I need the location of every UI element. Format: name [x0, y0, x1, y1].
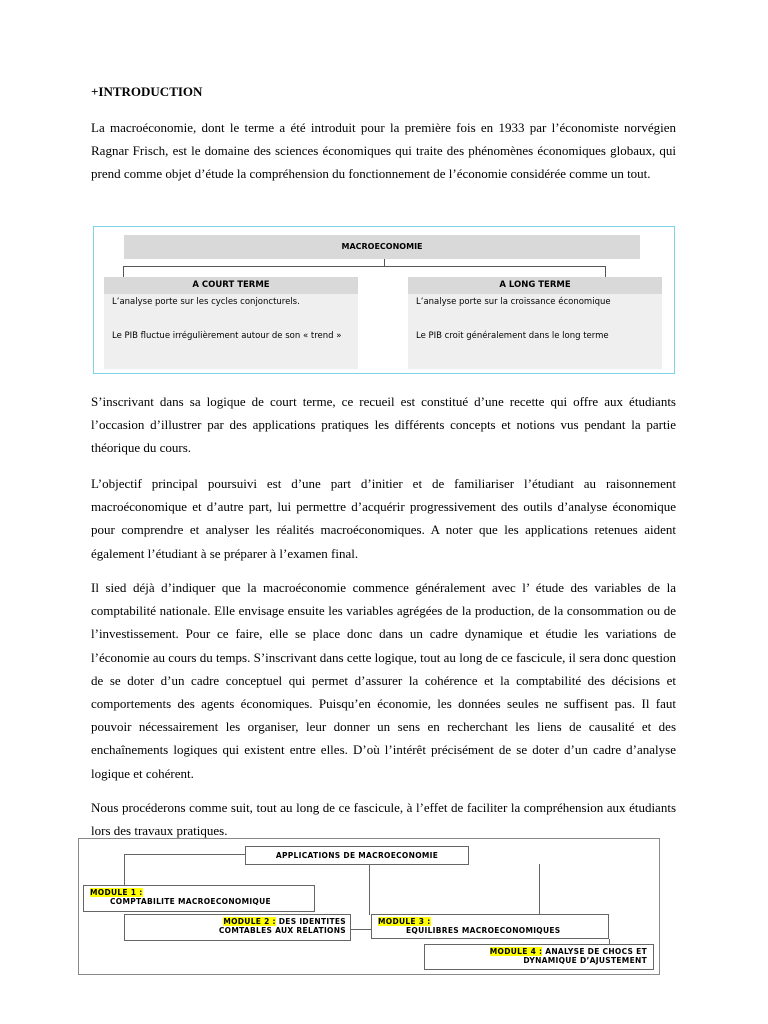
long-term-header: A LONG TERME	[408, 277, 662, 294]
modules-diagram	[78, 838, 660, 975]
module-4-box	[424, 944, 654, 970]
module-1-box	[83, 885, 315, 912]
connector-line	[124, 854, 125, 886]
module-2-box	[124, 914, 351, 941]
paragraph-3: L’objectif principal poursuivi est d’une part d’initier et de familiariser l’étudiant au raisonnement macroéconomique et d’autre part, lui permettre d’acquérir progressivement des outils d’analyse économique pour comprendre et analyser les réalités macroéconomiques. A noter que les applications retenues aident également l’étudiant à se préparer à l’examen final.	[91, 476, 676, 561]
connector-line	[124, 854, 246, 855]
module-2-text-2: COMTABLES AUX RELATIONS	[218, 926, 346, 935]
paragraph-4: Il sied déjà d’indiquer que la macroéconomie commence généralement avec l’ étude des variables de la comptabilité nationale. Elle envisage ensuite les variables agrégées de la production, de la consommation ou de l’investissement. Pour ce faire, elle se place donc dans un cadre dynamique et étudie les variations de l’économie au cours du temps. S’inscrivant dans cette logique, tout au long de ce fascicule, il sera donc question de se doter d’un cadre conceptuel qui permet d’assurer la cohérence et la comptabilité des décisions et comportements des agents économiques. Puisqu’en économie, les données seules ne suffisent pas. Il faut pouvoir nécessairement les organiser, leur donner un sens en recherchant les liens de causalité et des enchaînements logiques qui existent entre elles. D’où l’intérêt précisément de se doter d’un cadre d’analyse logique et cohérent.	[91, 580, 676, 781]
module-1-text: COMPTABILITE MACROECONOMIQUE	[110, 897, 271, 906]
connector-line	[369, 914, 370, 915]
diagram-title: MACROECONOMIE	[124, 235, 640, 259]
connector-line	[123, 266, 124, 277]
module-2-tag: MODULE 2 :	[223, 917, 276, 926]
paragraph-1: La macroéconomie, dont le terme a été introduit pour la première fois en 1933 par l’économiste norvégien Ragnar Frisch, est le domaine des sciences économiques qui traite des phénomènes économiques globaux, qui prend comme objet d’étude la compréhension du fonctionnement de l’économie considérée comme un tout.	[91, 120, 676, 182]
module-3-text: EQUILIBRES MACROECONOMIQUES	[406, 926, 561, 935]
connector-line	[539, 864, 540, 914]
module-3-box	[371, 914, 609, 939]
short-term-line-1: L’analyse porte sur les cycles conjoncturels.	[112, 297, 300, 307]
connector-line	[123, 266, 605, 267]
paragraph-5: Nous procéderons comme suit, tout au long de ce fascicule, à l’effet de faciliter la compréhension aux étudiants lors des travaux pratiques.	[91, 800, 676, 839]
short-term-header: A COURT TERME	[104, 277, 358, 294]
paragraph-2: S’inscrivant dans sa logique de court terme, ce recueil est constitué d’une recette qui offre aux étudiants l’occasion d’illustrer par des applications pratiques les différents concepts et notions vus pendant la partie théorique du cours.	[91, 394, 676, 456]
macroeconomie-diagram	[93, 226, 675, 374]
module-1-tag: MODULE 1 :	[90, 888, 143, 897]
section-heading: +INTRODUCTION	[91, 84, 203, 99]
module-3-tag: MODULE 3 :	[378, 917, 431, 926]
long-term-line-1: L’analyse porte sur la croissance économique	[416, 297, 611, 307]
module-2-text-1: DES IDENTITES	[278, 917, 346, 926]
module-4-tag: MODULE 4 :	[489, 947, 543, 956]
applications-title: APPLICATIONS DE MACROECONOMIE	[245, 846, 469, 865]
short-term-line-2: Le PIB fluctue irrégulièrement autour de son « trend »	[112, 331, 342, 341]
module-4-text-2: DYNAMIQUE D’AJUSTEMENT	[523, 956, 647, 965]
module-4-text-1: ANALYSE DE CHOCS ET	[545, 947, 647, 956]
long-term-line-2: Le PIB croit généralement dans le long terme	[416, 331, 609, 341]
long-term-box	[408, 277, 662, 369]
connector-line	[369, 864, 370, 914]
connector-line	[384, 259, 385, 266]
short-term-box	[104, 277, 358, 369]
connector-line	[605, 266, 606, 277]
connector-line	[350, 929, 372, 930]
